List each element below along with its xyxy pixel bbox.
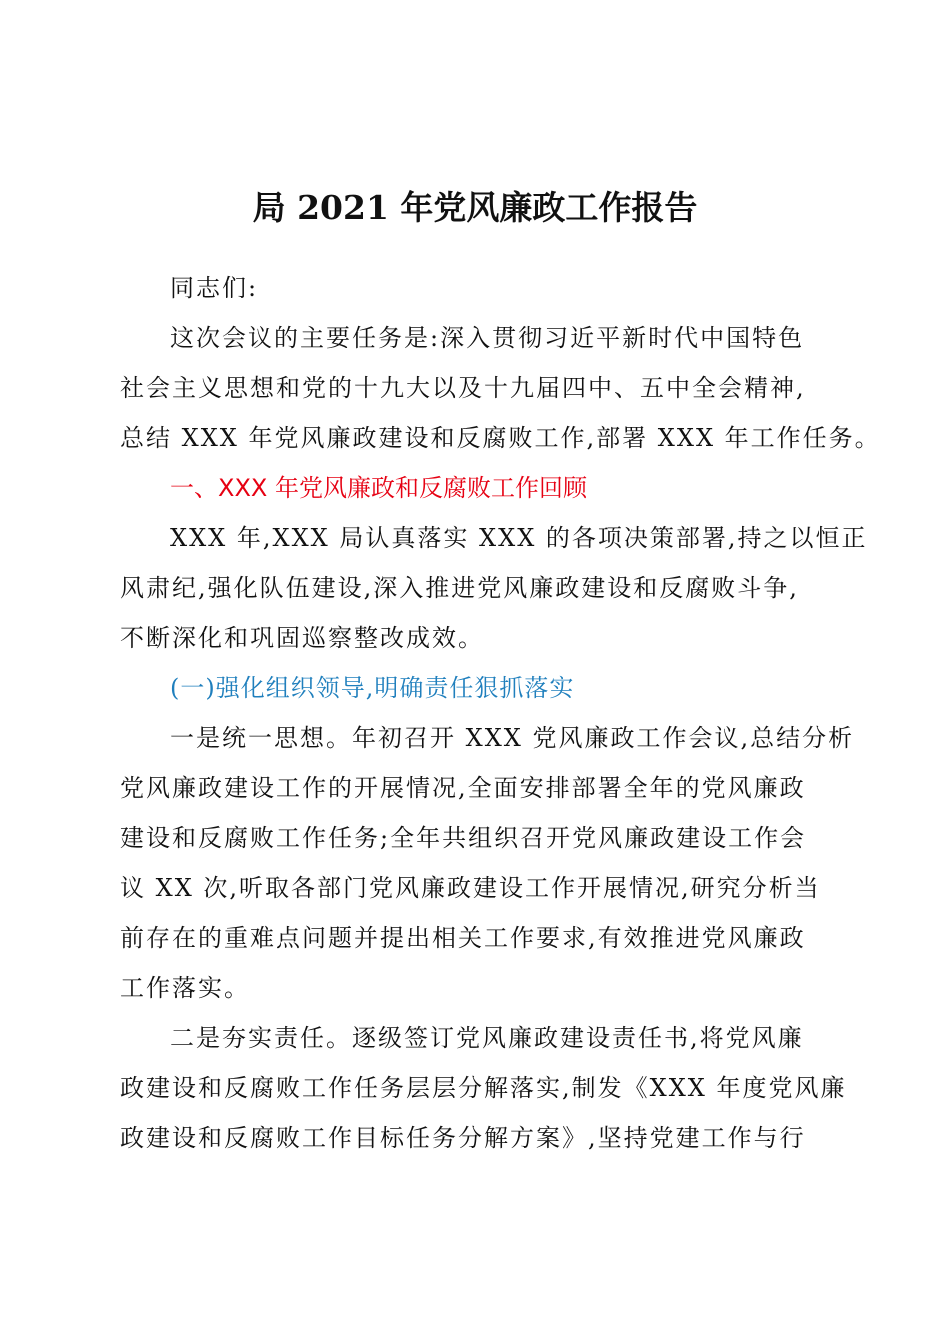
document-title: 局 2021 年党风廉政工作报告 xyxy=(252,188,698,227)
paragraph-line: 这次会议的主要任务是:深入贯彻习近平新时代中国特色 xyxy=(170,324,805,352)
paragraph-line: 政建设和反腐败工作目标任务分解方案》,坚持党建工作与行 xyxy=(120,1124,806,1152)
paragraph-line: 社会主义思想和党的十九大以及十九届四中、五中全会精神, xyxy=(120,374,806,402)
paragraph-line: 前存在的重难点问题并提出相关工作要求,有效推进党风廉政 xyxy=(120,924,806,952)
paragraph-line: 党风廉政建设工作的开展情况,全面安排部署全年的党风廉政 xyxy=(120,774,806,802)
paragraph-line: XXX 年,XXX 局认真落实 XXX 的各项决策部署,持之以恒正 xyxy=(170,524,868,552)
paragraph-line: 不断深化和巩固巡察整改成效。 xyxy=(120,624,484,652)
paragraph-line: 总结 XXX 年党风廉政建设和反腐败工作,部署 XXX 年工作任务。 xyxy=(120,424,881,452)
paragraph-line: 议 XX 次,听取各部门党风廉政建设工作开展情况,研究分析当 xyxy=(120,874,821,902)
section-heading: 一、XXX 年党风廉政和反腐败工作回顾 xyxy=(170,474,587,502)
paragraph-line: 风肃纪,强化队伍建设,深入推进党风廉政建设和反腐败斗争, xyxy=(120,574,799,602)
paragraph-line: 二是夯实责任。逐级签订党风廉政建设责任书,将党风廉 xyxy=(170,1024,804,1052)
salutation: 同志们: xyxy=(170,274,259,302)
paragraph-line: 政建设和反腐败工作任务层层分解落实,制发《XXX 年度党风廉 xyxy=(120,1074,847,1102)
paragraph-line: 工作落实。 xyxy=(120,974,250,1002)
paragraph-line: 建设和反腐败工作任务;全年共组织召开党风廉政建设工作会 xyxy=(120,824,807,852)
paragraph-line: 一是统一思想。年初召开 XXX 党风廉政工作会议,总结分析 xyxy=(170,724,855,752)
subsection-heading: (一)强化组织领导,明确责任狠抓落实 xyxy=(170,674,575,702)
